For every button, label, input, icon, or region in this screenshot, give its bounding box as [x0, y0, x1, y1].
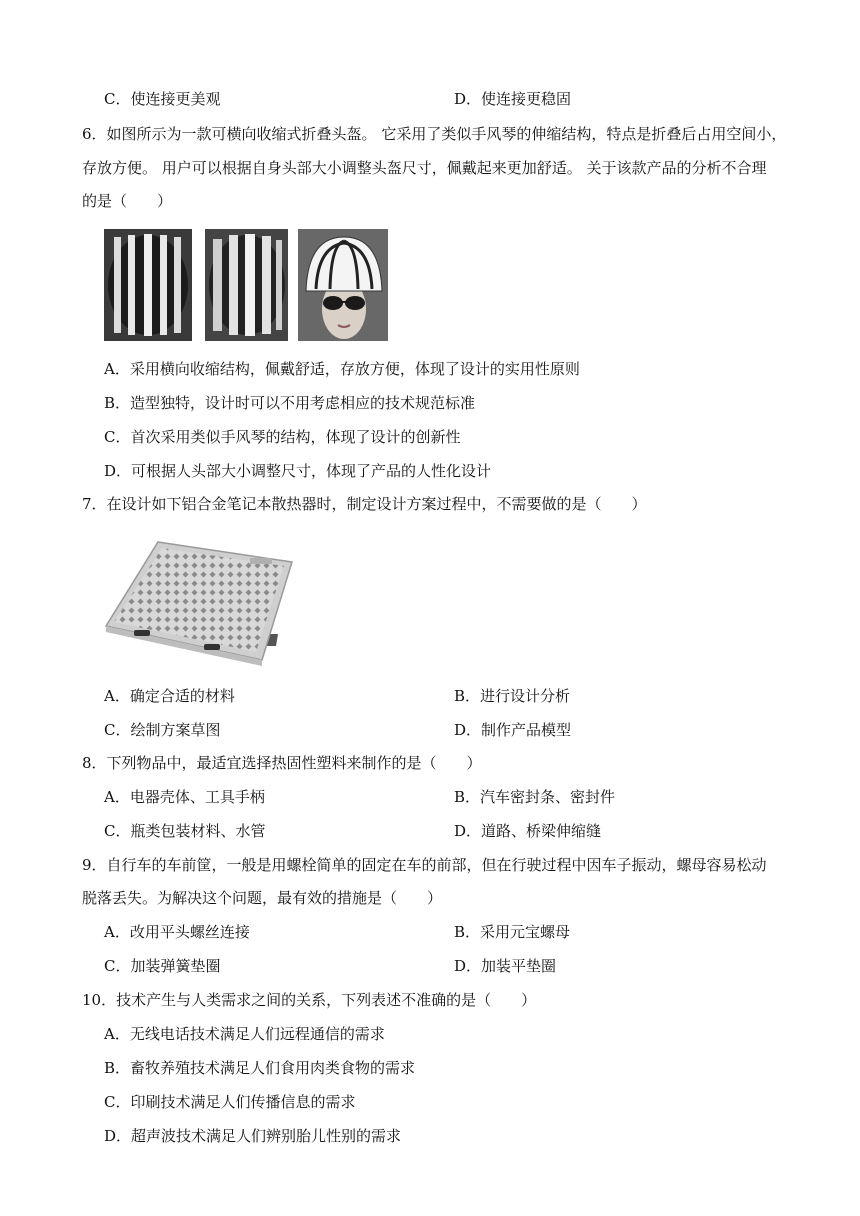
q6-stem-line3: 的是（ ）	[82, 192, 173, 210]
q10-option-c: C．印刷技术满足人们传播信息的需求	[104, 1093, 356, 1111]
q7-option-c: C．绘制方案草图	[104, 721, 221, 739]
helmet-folded-image-1	[104, 229, 192, 341]
q9-stem-line1: 9．自行车的车前筐，一般是用螺栓简单的固定在车的前部，但在行驶过程中因车子振动，螺母容易松动	[82, 856, 767, 874]
q6-stem-line2: 存放方便。 用户可以根据自身头部大小调整头盔尺寸，佩戴起来更加舒适。 关于该款产品的分析不合理	[82, 159, 767, 177]
q8-option-a: A．电器壳体、工具手柄	[104, 788, 265, 806]
q6-option-a: A．采用横向收缩结构，佩戴舒适，存放方便，体现了设计的实用性原则	[104, 360, 580, 378]
q10-option-b: B．畜牧养殖技术满足人们食用肉类食物的需求	[104, 1059, 416, 1077]
q7-option-d: D．制作产品模型	[454, 721, 572, 739]
q6-option-d: D．可根据人头部大小调整尺寸，体现了产品的人性化设计	[104, 462, 492, 480]
q7-stem: 7．在设计如下铝合金笔记本散热器时，制定设计方案过程中，不需要做的是（ ）	[82, 495, 647, 513]
q8-option-c: C．瓶类包装材料、水管	[104, 822, 266, 840]
q7-option-b: B．进行设计分析	[454, 687, 571, 705]
laptop-cooler-image	[100, 534, 296, 672]
q9-option-a: A．改用平头螺丝连接	[104, 923, 250, 941]
helmet-figure	[104, 229, 388, 343]
q6-stem-line1: 6．如图所示为一款可横向收缩式折叠头盔。 它采用了类似手风琴的伸缩结构，特点是折叠后占用空间小，	[82, 125, 787, 143]
helmet-folded-image-2	[205, 229, 288, 341]
helmet-worn-image	[298, 229, 388, 341]
q10-stem: 10．技术产生与人类需求之间的关系，下列表述不准确的是（ ）	[82, 991, 537, 1009]
q6-option-b: B．造型独特，设计时可以不用考虑相应的技术规范标准	[104, 394, 476, 412]
q8-stem: 8．下列物品中，最适宜选择热固性塑料来制作的是（ ）	[82, 754, 482, 772]
q9-option-c: C．加装弹簧垫圈	[104, 957, 221, 975]
q9-stem-line2: 脱落丢失。为解决这个问题，最有效的措施是（ ）	[82, 889, 443, 907]
q10-option-d: D．超声波技术满足人们辨别胎儿性别的需求	[104, 1127, 402, 1145]
q8-option-d: D．道路、桥梁伸缩缝	[454, 822, 602, 840]
q10-option-a: A．无线电话技术满足人们远程通信的需求	[104, 1025, 385, 1043]
q5-option-d: D．使连接更稳固	[454, 90, 572, 108]
q9-option-d: D．加装平垫圈	[454, 957, 557, 975]
q9-option-b: B．采用元宝螺母	[454, 923, 571, 941]
q7-option-a: A．确定合适的材料	[104, 687, 235, 705]
q8-option-b: B．汽车密封条、密封件	[454, 788, 616, 806]
q5-option-c: C．使连接更美观	[104, 90, 221, 108]
q6-option-c: C．首次采用类似手风琴的结构，体现了设计的创新性	[104, 428, 461, 446]
